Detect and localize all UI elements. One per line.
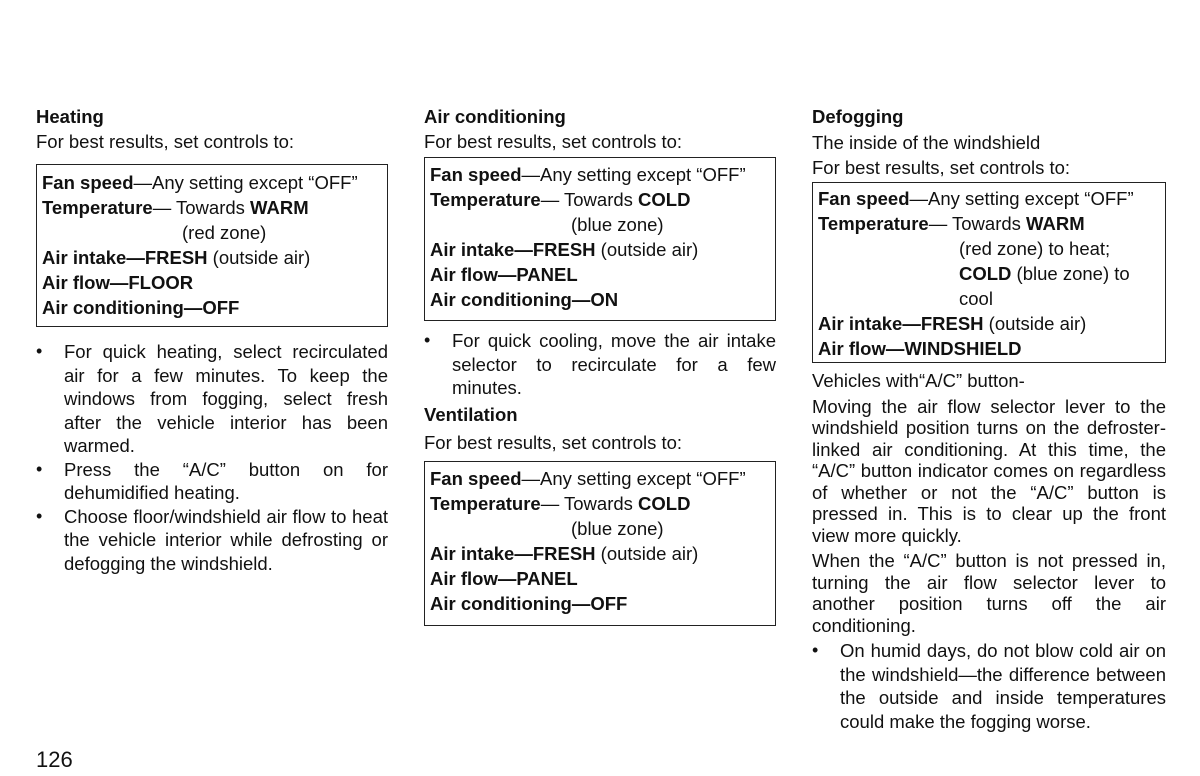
defogging-intro-2: For best results, set controls to:: [812, 157, 1071, 178]
air-conditioning-row: Air conditioning—OFF: [42, 297, 240, 318]
air-conditioning-row: Air conditioning—ON: [430, 289, 619, 310]
temperature-note: (blue zone): [571, 517, 664, 539]
defogging-settings-box: [812, 182, 1166, 363]
defogging-title: Defogging: [812, 106, 904, 127]
air-flow-row: Air flow—PANEL: [430, 264, 578, 285]
air-flow-row: Air flow—PANEL: [430, 567, 578, 589]
air-intake-row: Air intake—FRESH (outside air): [818, 313, 1087, 334]
ventilation-title: Ventilation: [424, 403, 518, 425]
fan-speed-row: Fan speed—Any setting except “OFF”: [818, 188, 1134, 209]
defogging-paragraph-1: Moving the air flow selector lever to the windshield position turns on the defroster-linked air conditioning. At this time, the “A/C” button indicator comes on regardless of whether or not the “A/C” button is pressed in. This is to clear up the front view more quickly.: [812, 395, 1166, 546]
air-intake-row: Air intake—FRESH (outside air): [430, 542, 699, 564]
temperature-row: Temperature— Towards WARM: [818, 213, 1085, 234]
air-conditioning-row: Air conditioning—OFF: [430, 592, 628, 614]
list-item: • Choose floor/windshield air flow to heat the vehicle interior while defrosting or defogging the windshield.: [36, 505, 388, 576]
page-number: 126: [36, 747, 73, 772]
defogging-intro-1: The inside of the windshield: [812, 132, 1041, 153]
list-item: • For quick heating, select recirculated air for a few minutes. To keep the windows from fogging, select fresh after the vehicle interior has been warmed.: [36, 340, 388, 458]
ventilation-intro: For best results, set controls to:: [424, 431, 683, 453]
vehicles-note: Vehicles with“A/C” button-: [812, 370, 1025, 391]
heating-settings-box: [36, 164, 388, 327]
temperature-note-2: COLD (blue zone) to: [959, 263, 1130, 284]
temperature-row: Temperature— Towards COLD: [430, 189, 691, 210]
defogging-tips: [812, 639, 1166, 733]
aircon-settings-box: [424, 157, 776, 321]
defogging-paragraph-2: When the “A/C” button is not pressed in, turning the air flow selector lever to another position turns off the air conditioning.: [812, 550, 1166, 636]
fan-speed-row: Fan speed—Any setting except “OFF”: [430, 164, 746, 185]
temperature-row: Temperature— Towards WARM: [42, 197, 309, 218]
defogging-section: [812, 104, 1166, 733]
list-item: • For quick cooling, move the air intake selector to recirculate for a few minutes.: [424, 329, 776, 400]
temperature-row: Temperature— Towards COLD: [430, 492, 691, 514]
aircon-intro: For best results, set controls to:: [424, 131, 683, 152]
air-flow-row: Air flow—WINDSHIELD: [818, 338, 1022, 359]
temperature-note: (red zone): [182, 222, 267, 243]
temperature-note: (blue zone): [571, 214, 664, 235]
aircon-title: Air conditioning: [424, 106, 566, 127]
list-item: • On humid days, do not blow cold air on the windshield—the difference between the outside and inside temperatures could make the fogging worse.: [812, 639, 1166, 733]
heating-tips: [36, 340, 388, 575]
temperature-note-1: (red zone) to heat;: [959, 238, 1111, 259]
ventilation-settings-box: [424, 461, 776, 626]
air-flow-row: Air flow—FLOOR: [42, 272, 194, 293]
fan-speed-row: Fan speed—Any setting except “OFF”: [42, 172, 358, 193]
heating-intro: For best results, set controls to:: [36, 131, 295, 152]
air-intake-row: Air intake—FRESH (outside air): [42, 247, 311, 268]
air-intake-row: Air intake—FRESH (outside air): [430, 239, 699, 260]
fan-speed-row: Fan speed—Any setting except “OFF”: [430, 467, 746, 489]
temperature-note-3: cool: [959, 288, 993, 309]
aircon-tips: [424, 329, 776, 400]
heating-section: [36, 104, 388, 575]
air-conditioning-section: [424, 104, 776, 626]
list-item: • Press the “A/C” button on for dehumidified heating.: [36, 458, 388, 505]
heating-title: Heating: [36, 106, 104, 127]
